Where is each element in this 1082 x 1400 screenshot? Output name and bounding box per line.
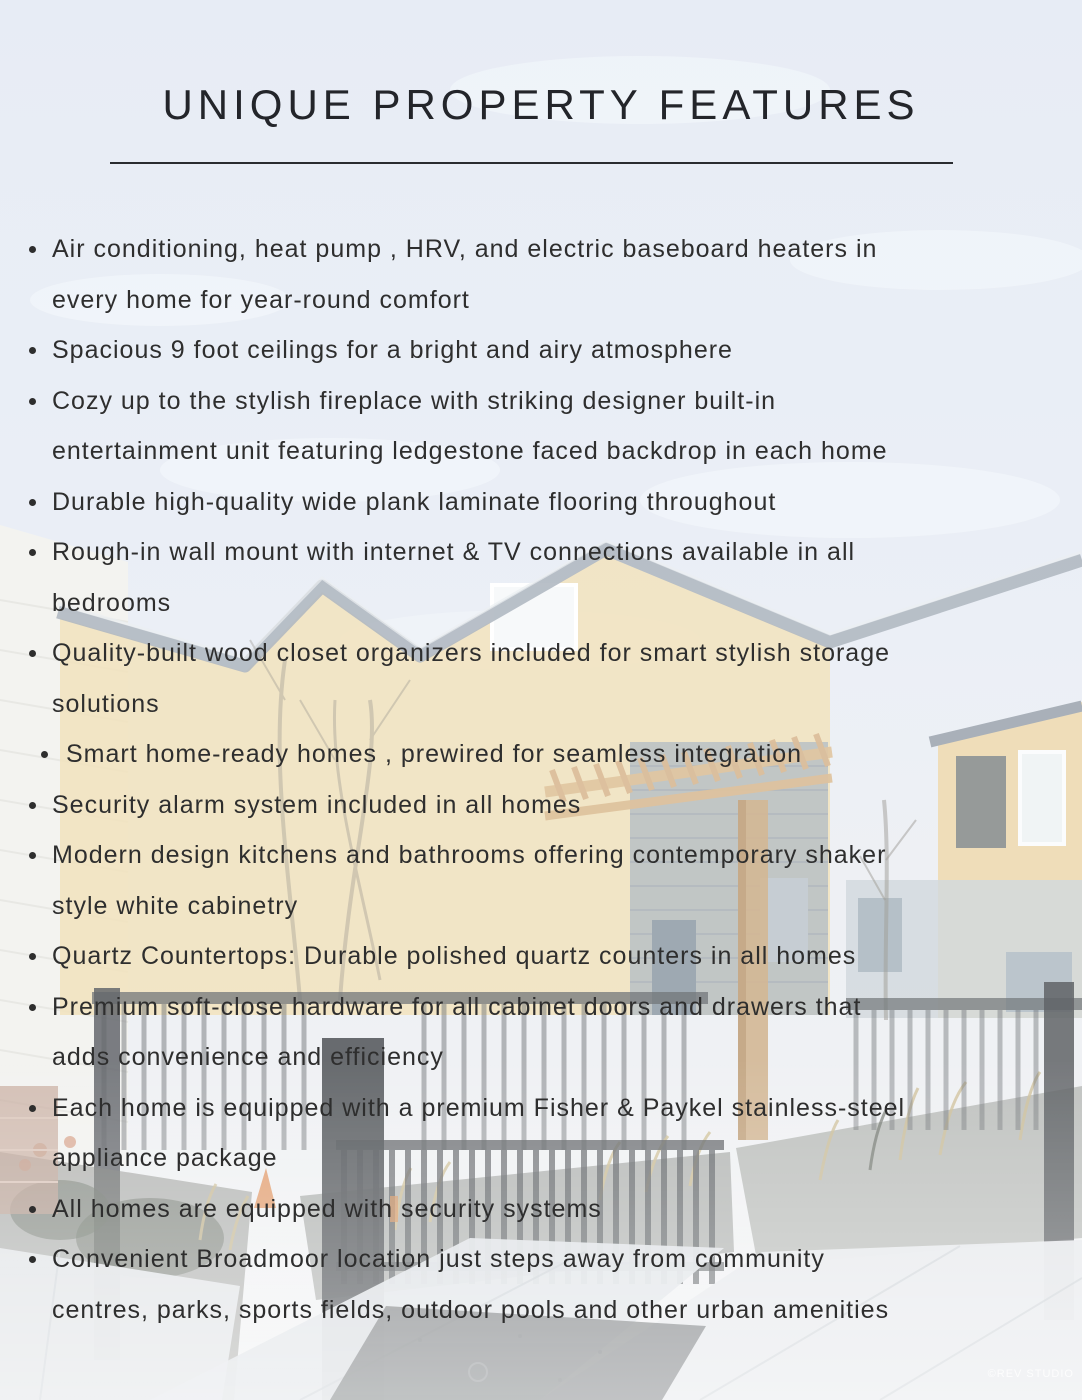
list-item: Each home is equipped with a premium Fisher & Paykel stainless-steel appliance package xyxy=(0,1083,1082,1184)
list-item: Rough-in wall mount with internet & TV connections available in all bedrooms xyxy=(0,527,1082,628)
photo-credit-watermark: ©REV STUDIO xyxy=(987,1368,1074,1380)
list-item: Durable high-quality wide plank laminate flooring throughout xyxy=(0,477,1082,528)
feature-list xyxy=(0,224,1082,1335)
list-item: Quartz Countertops: Durable polished quartz counters in all homes xyxy=(0,931,1082,982)
list-item: Quality-built wood closet organizers included for smart stylish storage solutions xyxy=(0,628,1082,729)
list-item: Premium soft-close hardware for all cabinet doors and drawers that adds convenience and efficiency xyxy=(0,982,1082,1083)
list-item: Convenient Broadmoor location just steps away from community centres, parks, sports fields, outdoor pools and other urban amenities xyxy=(0,1234,1082,1335)
page-title: UNIQUE PROPERTY FEATURES xyxy=(162,81,920,128)
list-item: All homes are equipped with security systems xyxy=(0,1184,1082,1235)
list-item: Air conditioning, heat pump , HRV, and electric baseboard heaters in every home for year-round comfort xyxy=(0,224,1082,325)
list-item: Spacious 9 foot ceilings for a bright and airy atmosphere xyxy=(0,325,1082,376)
list-item: Security alarm system included in all homes xyxy=(0,780,1082,831)
list-item: Cozy up to the stylish fireplace with striking designer built-in entertainment unit featuring ledgestone faced backdrop in each home xyxy=(0,376,1082,477)
header xyxy=(0,0,1082,164)
list-item: Smart home-ready homes , prewired for seamless integration xyxy=(0,729,1082,780)
title-underline xyxy=(110,162,953,164)
list-item: Modern design kitchens and bathrooms offering contemporary shaker style white cabinetry xyxy=(0,830,1082,931)
